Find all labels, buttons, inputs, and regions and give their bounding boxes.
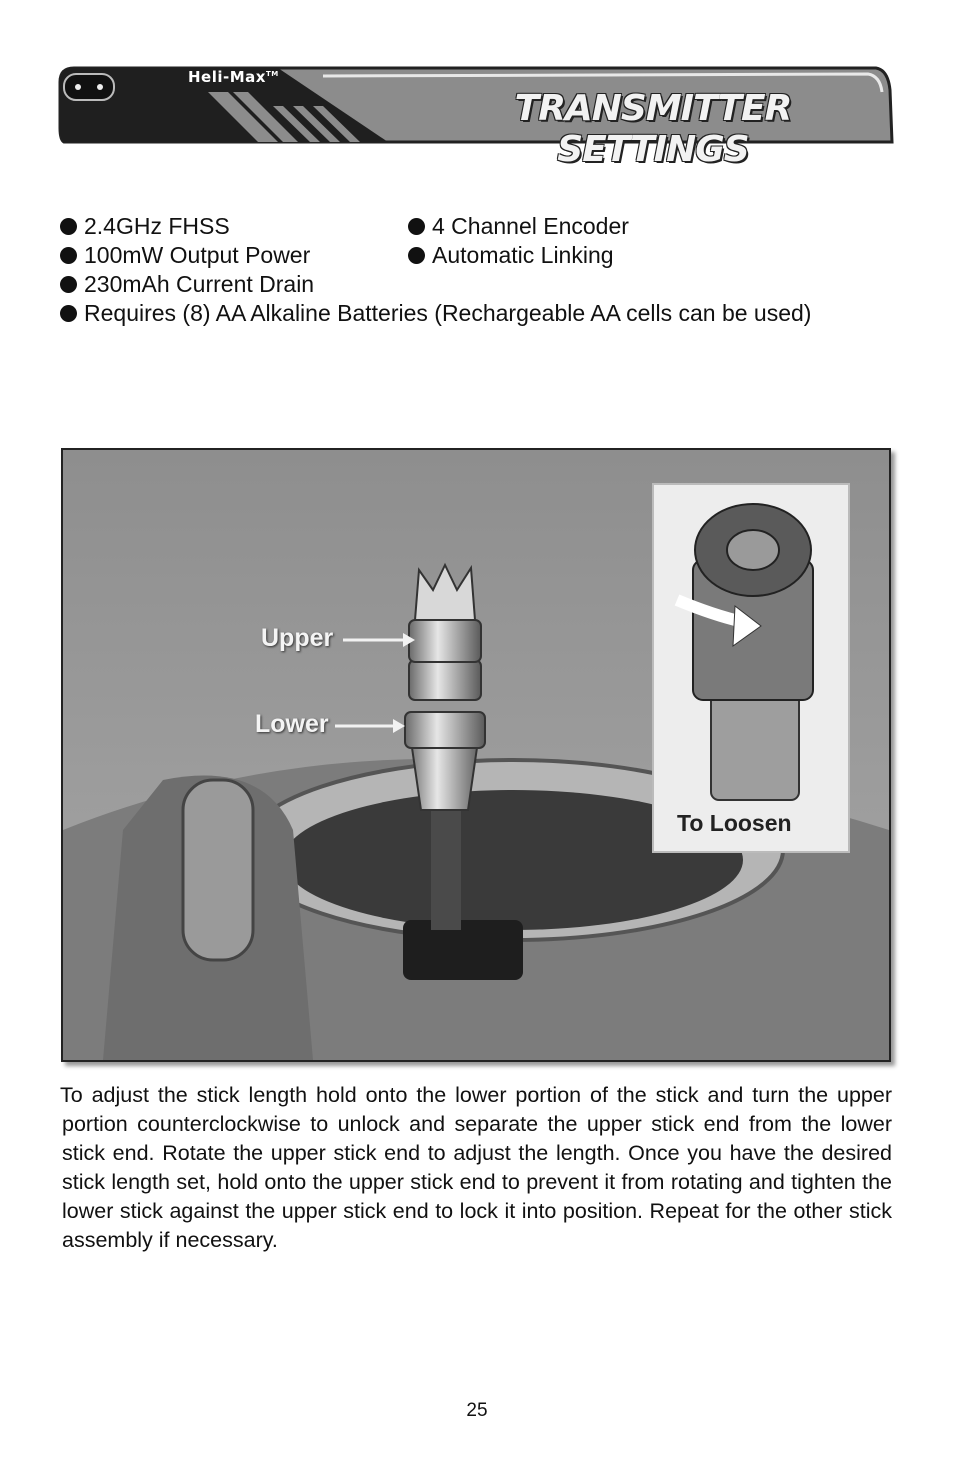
bullet-icon xyxy=(60,305,77,322)
spec-item: 100mW Output Power xyxy=(60,241,310,270)
spec-item: Automatic Linking xyxy=(408,241,614,270)
brand-logo: Heli-Max™ xyxy=(188,68,279,86)
spec-item: 4 Channel Encoder xyxy=(408,212,629,241)
spec-item: 230mAh Current Drain xyxy=(60,270,314,299)
transmitter-stick-photo xyxy=(61,448,891,1062)
instruction-paragraph: To adjust the stick length hold onto the lower portion of the stick and turn the upper portion counterclockwise to unlock and separate the upper stick end from the lower stick end. Rotate the upper stick end to adjust the length. Once you have the desired stick length set, hold onto the upper stick end to prevent it from rotating and tighten the lower stick against the upper stick end to lock it into position. Repeat for the other stick assembly if necessary. xyxy=(60,1083,892,1252)
bullet-icon xyxy=(408,247,425,264)
upper-label: Upper xyxy=(261,624,334,652)
inset-caption: To Loosen xyxy=(677,810,792,836)
bullet-icon xyxy=(60,247,77,264)
bullet-icon xyxy=(60,218,77,235)
header-banner xyxy=(58,62,894,170)
page-title: TRANSMITTER SETTINGS xyxy=(514,88,792,170)
spec-item: 2.4GHz FHSS xyxy=(60,212,230,241)
bullet-icon xyxy=(408,218,425,235)
bullet-icon xyxy=(60,276,77,293)
lower-label: Lower xyxy=(255,710,329,738)
page-number: 25 xyxy=(466,1400,488,1421)
spec-item: Requires (8) AA Alkaline Batteries (Rechargeable AA cells can be used) xyxy=(60,299,811,328)
stick-illustration xyxy=(63,450,889,1060)
